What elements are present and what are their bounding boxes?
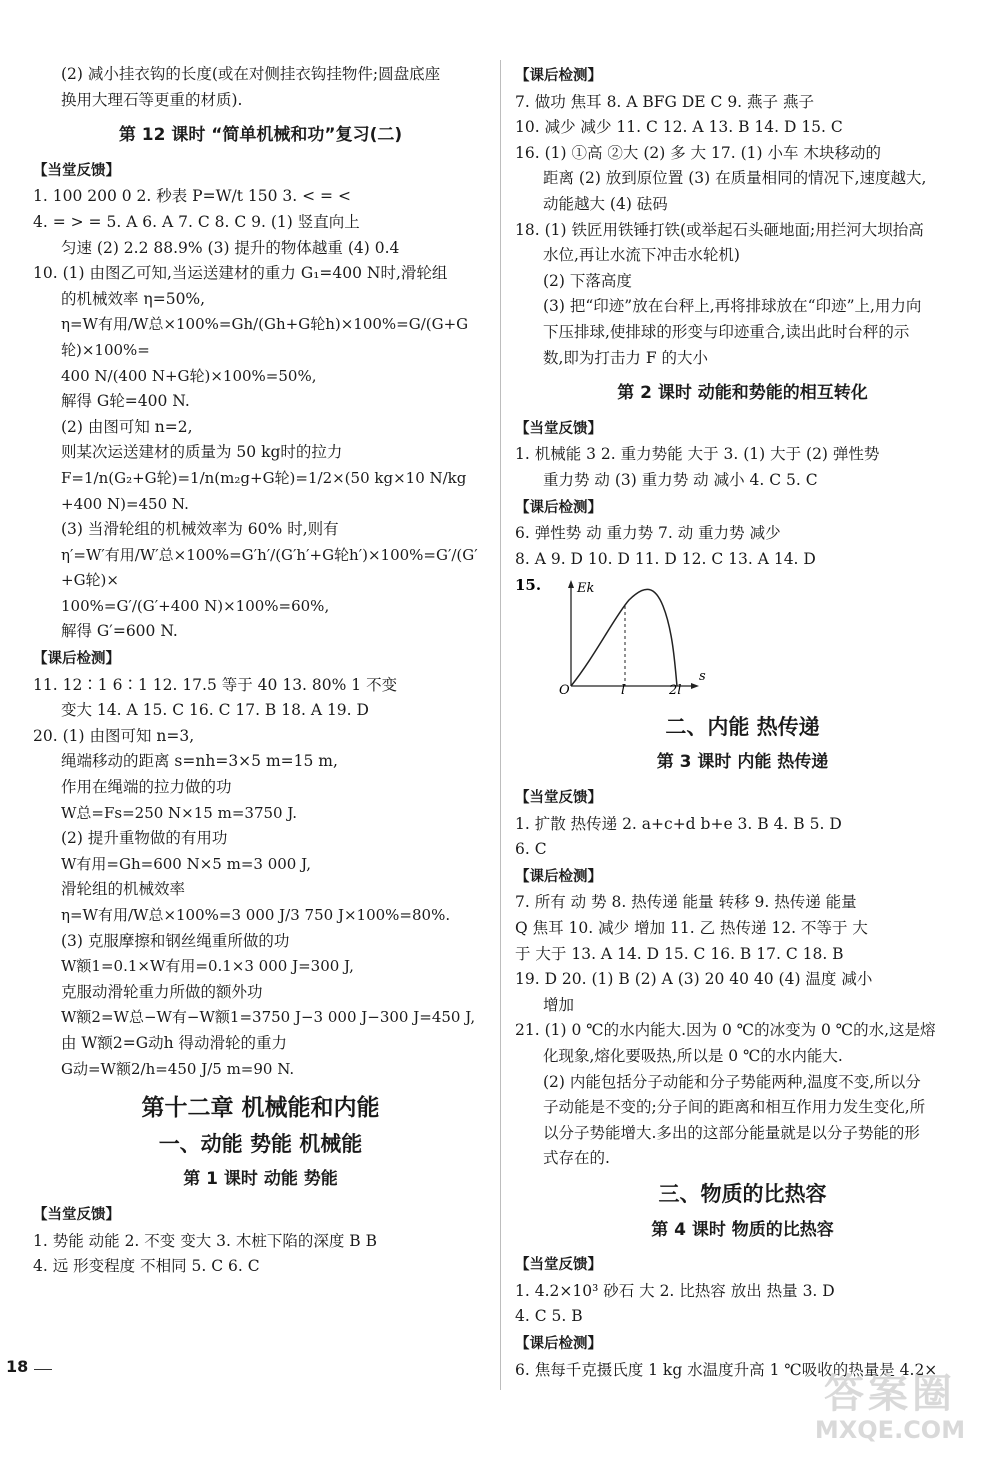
answer-line: (2) 内能包括分子动能和分子势能两种,温度不变,所以分: [543, 1072, 921, 1091]
page-number-rule: [34, 1369, 52, 1370]
answer-line: (3) 把“印迹”放在台秤上,再将排球放在“印迹”上,用力向: [543, 297, 922, 316]
unit-title: 三、物质的比热容: [658, 1181, 827, 1206]
answer-line: 于 大于 13. A 14. D 15. C 16. B 17. C 18. B: [515, 944, 844, 963]
answer-line: 6. C: [515, 840, 547, 859]
answer-line: 8. A 9. D 10. D 11. D 12. C 13. A 14. D: [515, 549, 816, 568]
energy-graph-svg: [515, 576, 715, 696]
formula-line: 400 N/(400 N+G轮)×100%=50%,: [61, 366, 317, 385]
answer-line: 1. 扩散 热传递 2. a+c+d b+e 3. B 4. B 5. D: [515, 814, 842, 833]
unit-title: 二、内能 热传递: [665, 714, 820, 739]
answer-line: 动能越大 (4) 砝码: [543, 194, 668, 213]
watermark-url: MXQE.COM: [814, 1416, 966, 1444]
answer-line: 匀速 (2) 2.2 88.9% (3) 提升的物体越重 (4) 0.4: [61, 238, 400, 257]
section-label: 【课后检测】: [515, 499, 602, 516]
formula-line: W额2=W总−W有−W额1=3750 J−3 000 J−300 J=450 J,: [61, 1008, 476, 1027]
x-axis-arrow: [691, 683, 699, 689]
answer-line: 下压排球,使排球的形变与印迹重合,读出此时台秤的示: [543, 322, 910, 341]
answer-line: 数,即为打击力 F 的大小: [543, 348, 709, 367]
answer-line: 增加: [543, 995, 575, 1014]
answer-line: 20. (1) 由图可知 n=3,: [33, 726, 195, 745]
section-label: 【当堂反馈】: [515, 1257, 602, 1274]
column-divider: [500, 60, 501, 1390]
left-column: [33, 62, 488, 1280]
x-axis-label: s: [699, 669, 706, 685]
answer-line: 18. (1) 铁匠用铁锤打铁(或举起石头砸地面;用拦河大坝抬高: [515, 220, 924, 239]
formula-line: 100%=G′/(G′+400 N)×100%=60%,: [61, 596, 330, 615]
answer-line: 4. C 5. B: [515, 1307, 583, 1326]
answer-line: 16. (1) ①高 ②大 (2) 多 大 17. (1) 小车 木块移动的: [515, 143, 881, 162]
watermark: [800, 1372, 980, 1444]
text-line: 换用大理石等更重的材质).: [61, 90, 243, 109]
answer-line: 解得 G′=600 N.: [61, 622, 178, 641]
answer-line: 10. 减少 减少 11. C 12. A 13. B 14. D 15. C: [515, 118, 843, 137]
section-label: 【当堂反馈】: [33, 1206, 120, 1223]
answer-line: 6. 弹性势 动 重力势 7. 动 重力势 减少: [515, 524, 781, 543]
answer-line: 1. 100 200 0 2. 秒表 P=W/t 150 3. < = <: [33, 187, 351, 206]
answer-line: 4. 远 形变程度 不相同 5. C 6. C: [33, 1257, 260, 1276]
answer-line: (2) 由图可知 n=2,: [61, 417, 193, 436]
formula-line: η=W有用/W总×100%=3 000 J/3 750 J×100%=80%.: [61, 906, 451, 924]
answer-line: (3) 当滑轮组的机械效率为 60% 时,则有: [61, 520, 339, 539]
section-label: 【课后检测】: [515, 68, 602, 84]
answer-line: 19. D 20. (1) B (2) A (3) 20 40 40 (4) 温度 减小: [515, 970, 873, 989]
answer-line: 式存在的.: [543, 1149, 610, 1168]
watermark-logo: 答案圈: [824, 1371, 956, 1417]
chapter-title: 第十二章 机械能和内能: [141, 1095, 380, 1122]
energy-graph: [515, 576, 970, 705]
answer-line: 1. 4.2×10³ 砂石 大 2. 比热容 放出 热量 3. D: [515, 1281, 835, 1300]
section-label: 【当堂反馈】: [515, 790, 602, 807]
formula-line: η=W有用/W总×100%=Gh/(Gh+G轮h)×100%=G/(G+G轮)×100%=: [61, 315, 469, 359]
answer-line: 6. 焦每千克摄氏度 1 kg 水温度升高 1 ℃吸收的热量是 4.2×: [515, 1360, 938, 1379]
section-label: 【当堂反馈】: [33, 162, 120, 179]
answer-line: 绳端移动的距离 s=nh=3×5 m=15 m,: [61, 752, 338, 771]
answer-line: (3) 克服摩擦和钢丝绳重所做的功: [61, 931, 290, 950]
answer-line: 的机械效率 η=50%,: [61, 289, 206, 308]
answer-line: 重力势 动 (3) 重力势 动 减小 4. C 5. C: [543, 470, 818, 489]
formula-line: +400 N)=450 N.: [61, 494, 189, 513]
lesson-title: 第 2 课时 动能和势能的相互转化: [617, 383, 868, 404]
answer-line: 4. = > = 5. A 6. A 7. C 8. C 9. (1) 竖直向上: [33, 212, 360, 231]
tick-label: l: [621, 683, 626, 697]
section-label: 【课后检测】: [515, 868, 602, 885]
formula-line: η′=W′有用/W′总×100%=G′h′/(G′h′+G轮h′)×100%=G′/(G′+G轮)×: [61, 545, 478, 590]
answer-line: 1. 机械能 3 2. 重力势能 大于 3. (1) 大于 (2) 弹性势: [515, 445, 880, 464]
formula-line: W额1=0.1×W有用=0.1×3 000 J=300 J,: [61, 957, 354, 976]
origin-label: O: [559, 683, 570, 697]
answer-line: Q 焦耳 10. 减少 增加 11. 乙 热传递 12. 不等于 大: [515, 919, 868, 938]
unit-title: 一、动能 势能 机械能: [158, 1131, 363, 1156]
answer-line: 则某次运送建材的质量为 50 kg时的拉力: [61, 443, 343, 462]
answer-line: 化现象,熔化要吸热,所以是 0 ℃的水内能大.: [543, 1047, 843, 1065]
answer-line: 11. 12∶1 6∶1 12. 17.5 等于 40 13. 80% 1 不变: [33, 675, 398, 694]
question-number: 15.: [515, 576, 542, 595]
formula-line: G动=W额2/h=450 J/5 m=90 N.: [61, 1059, 295, 1078]
section-label: 【当堂反馈】: [515, 420, 602, 437]
answer-line: 克服动滑轮重力所做的额外功: [61, 982, 263, 1001]
answer-line: (2) 下落高度: [543, 271, 632, 290]
answer-line: 水位,再让水流下冲击水轮机): [543, 246, 740, 265]
answer-line: 子动能是不变的;分子间的距离和相互作用力发生变化,所: [543, 1098, 926, 1117]
answer-line: 21. (1) 0 ℃的水内能大.因为 0 ℃的冰变为 0 ℃的水,这是熔: [515, 1021, 936, 1040]
tick-label: 2l: [669, 683, 682, 697]
right-column: [515, 62, 970, 1383]
answer-line: 解得 G轮=400 N.: [61, 392, 190, 411]
formula-line: W有用=Gh=600 N×5 m=3 000 J,: [61, 854, 312, 873]
answer-line: 以分子势能增大.多出的这部分能量就是以分子势能的形: [543, 1123, 920, 1142]
formula-line: W总=Fs=250 N×15 m=3750 J.: [61, 803, 297, 822]
page-number: 18: [6, 1357, 29, 1376]
energy-curve: [571, 590, 677, 687]
formula-line: F=1/n(G₂+G轮)=1/n(m₂g+G轮)=1/2×(50 kg×10 N/kg: [61, 468, 467, 487]
answer-line: 1. 势能 动能 2. 不变 变大 3. 木桩下陷的深度 B B: [33, 1231, 377, 1250]
answer-line: 7. 做功 焦耳 8. A BFG DE C 9. 燕子 燕子: [515, 92, 814, 111]
section-label: 【课后检测】: [515, 1335, 602, 1352]
answer-line: 距离 (2) 放到原位置 (3) 在质量相同的情况下,速度越大,: [543, 169, 927, 188]
lesson-title: 第 4 课时 物质的比热容: [651, 1219, 834, 1240]
answer-line: 7. 所有 动 势 8. 热传递 能量 转移 9. 热传递 能量: [515, 893, 857, 912]
y-axis-arrow: [568, 580, 574, 588]
answer-line: 变大 14. A 15. C 16. C 17. B 18. A 19. D: [61, 701, 369, 720]
lesson-title: 第 3 课时 内能 热传递: [656, 752, 829, 773]
answer-line: 作用在绳端的拉力做的功: [61, 778, 232, 797]
answer-line: 10. (1) 由图乙可知,当运送建材的重力 G₁=400 N时,滑轮组: [33, 264, 448, 283]
lesson-title: 第 1 课时 动能 势能: [183, 1169, 338, 1190]
answer-line: (2) 提升重物做的有用功: [61, 829, 228, 848]
section-label: 【课后检测】: [33, 651, 120, 668]
answer-line: 由 W额2=G动h 得动滑轮的重力: [61, 1033, 287, 1052]
answer-line: 滑轮组的机械效率: [61, 880, 186, 899]
text-line: (2) 减小挂衣钩的长度(或在对侧挂衣钩挂物件;圆盘底座: [61, 65, 441, 83]
y-axis-label: Ek: [577, 581, 595, 597]
lesson-title: 第 12 课时 “简单机械和功”复习(二): [118, 125, 403, 146]
